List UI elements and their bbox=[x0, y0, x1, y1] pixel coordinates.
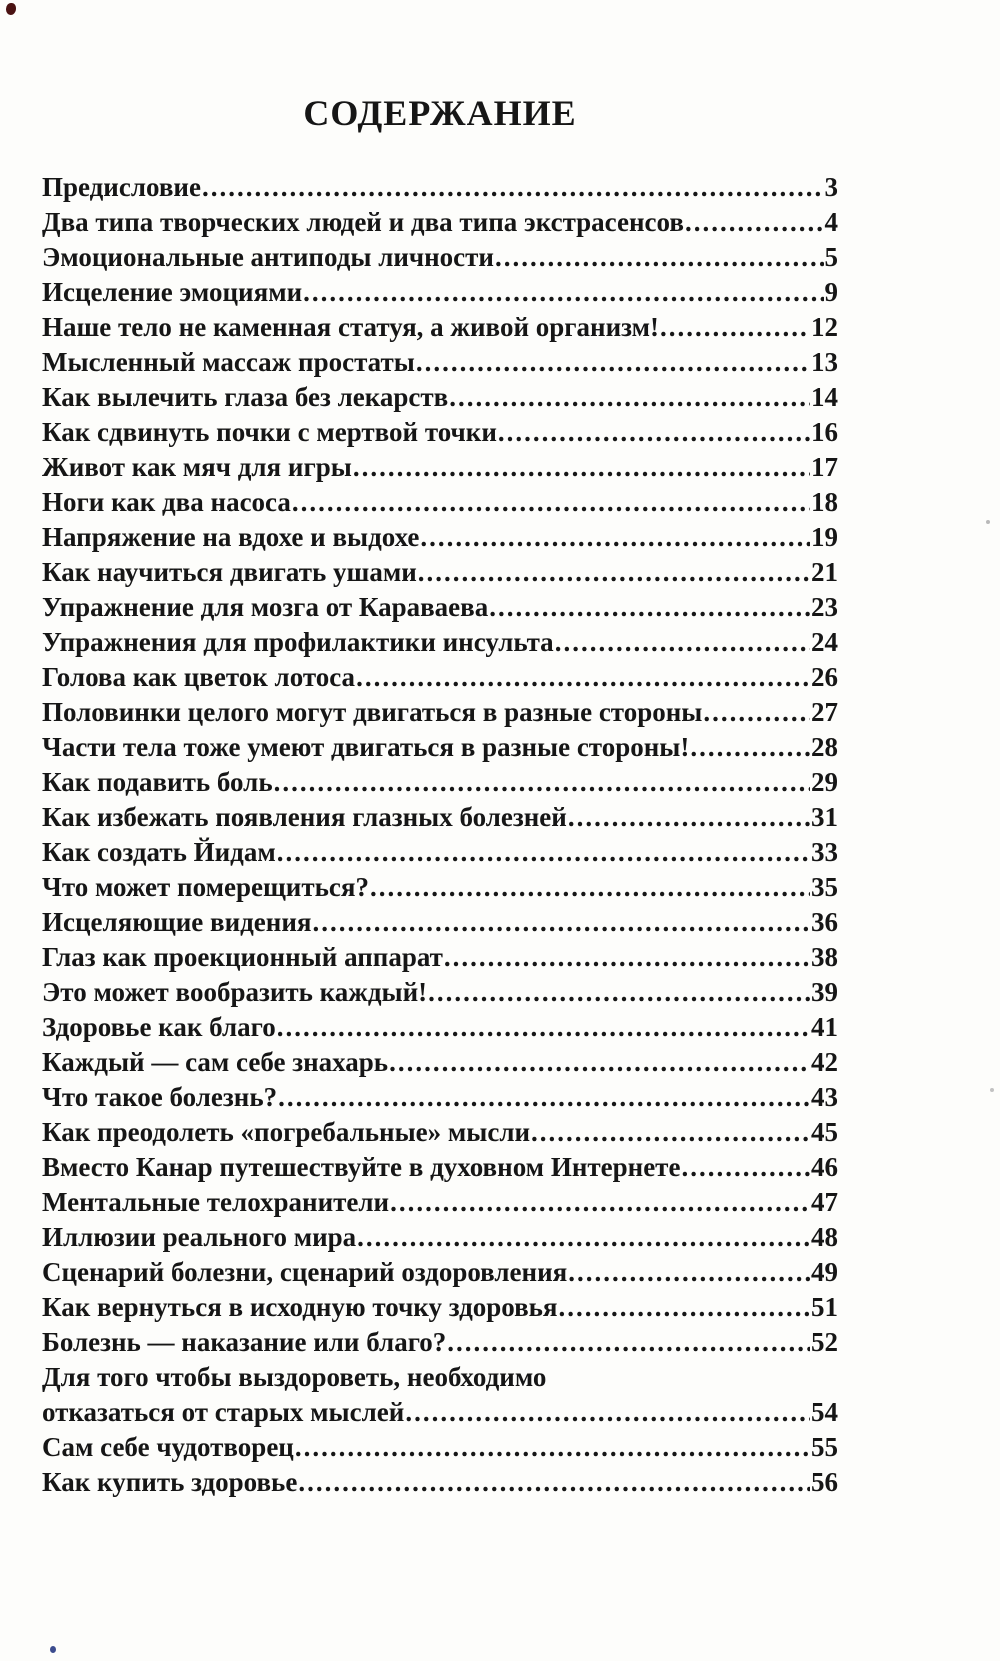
dot-leader bbox=[660, 310, 810, 345]
toc-entry-page: 28 bbox=[811, 732, 838, 762]
toc-entry bbox=[42, 975, 838, 1010]
dot-leader bbox=[278, 1080, 810, 1115]
toc-entry bbox=[42, 765, 838, 800]
toc-entry bbox=[42, 1430, 838, 1465]
toc-entry-page: 23 bbox=[811, 592, 838, 622]
toc-entry-page: 17 bbox=[811, 452, 838, 482]
toc-entry-label: Как сдвинуть почки с мертвой точки bbox=[42, 417, 497, 447]
toc-entry bbox=[42, 555, 838, 590]
dot-leader bbox=[313, 905, 811, 940]
dot-leader bbox=[444, 940, 810, 975]
toc-entry-label: Болезнь — наказание или благо? bbox=[42, 1327, 447, 1357]
toc-entry-page: 9 bbox=[824, 277, 838, 307]
toc-entry-page: 14 bbox=[811, 382, 838, 412]
toc-entry-page: 19 bbox=[811, 522, 838, 552]
dot-leader bbox=[295, 1430, 810, 1465]
toc-entry-label: Ментальные телохранители bbox=[42, 1187, 390, 1217]
toc-entry-label: Как преодолеть «погребальные» мысли bbox=[42, 1117, 531, 1147]
toc-entry-label: Как вернуться в исходную точку здоровья bbox=[42, 1292, 558, 1322]
toc-entry-label: Здоровье как благо bbox=[42, 1012, 276, 1042]
dot-leader bbox=[531, 1115, 810, 1150]
toc-entry bbox=[42, 1255, 838, 1290]
toc-entry-label: Как подавить боль bbox=[42, 767, 273, 797]
toc-entry-page: 12 bbox=[811, 312, 838, 342]
toc-entry bbox=[42, 835, 838, 870]
toc-entry-page: 18 bbox=[811, 487, 838, 517]
dot-leader bbox=[428, 975, 810, 1010]
toc-entry-label: Это может вообразить каждый! bbox=[42, 977, 428, 1007]
dot-leader bbox=[418, 555, 810, 590]
toc-entry-page: 47 bbox=[811, 1187, 838, 1217]
toc-entry-label: Вместо Канар путешествуйте в духовном Интернете bbox=[42, 1152, 681, 1182]
toc-entry bbox=[42, 1185, 838, 1220]
toc-entry-page: 16 bbox=[811, 417, 838, 447]
toc-entry-label: Исцеление эмоциями bbox=[42, 277, 303, 307]
toc-entry bbox=[42, 1010, 838, 1045]
toc-entry bbox=[42, 905, 838, 940]
dot-leader bbox=[685, 205, 824, 240]
toc-content bbox=[42, 92, 838, 1500]
dot-leader bbox=[353, 450, 810, 485]
toc-entry-label: Два типа творческих людей и два типа экстрасенсов bbox=[42, 207, 684, 237]
dot-leader bbox=[568, 1255, 810, 1290]
toc-entry-page: 5 bbox=[824, 242, 838, 272]
dot-leader bbox=[703, 695, 810, 730]
toc-entry-page: 43 bbox=[811, 1082, 838, 1112]
toc-entry-page: 33 bbox=[811, 837, 838, 867]
scan-artifact bbox=[50, 1646, 56, 1653]
toc-entry-page: 13 bbox=[811, 347, 838, 377]
dot-leader bbox=[298, 1465, 810, 1500]
toc-entry bbox=[42, 1045, 838, 1080]
toc-entry-label: Наше тело не каменная статуя, а живой организм! bbox=[42, 312, 660, 342]
scan-artifact bbox=[990, 1088, 994, 1092]
toc-entry-label: Упражнения для профилактики инсульта bbox=[42, 627, 554, 657]
toc-entry bbox=[42, 1325, 838, 1360]
dot-leader bbox=[568, 800, 810, 835]
scan-artifact bbox=[6, 3, 16, 15]
toc-entry-page: 31 bbox=[811, 802, 838, 832]
toc-entry-label: Для того чтобы выздороветь, необходимо bbox=[42, 1362, 547, 1392]
dot-leader bbox=[489, 590, 810, 625]
toc-entry-label: Живот как мяч для игры bbox=[42, 452, 352, 482]
dot-leader bbox=[495, 240, 824, 275]
dot-leader bbox=[405, 1395, 810, 1430]
toc-entry bbox=[42, 1115, 838, 1150]
toc-entry bbox=[42, 1290, 838, 1325]
toc-entry-page: 54 bbox=[811, 1397, 838, 1427]
dot-leader bbox=[420, 520, 810, 555]
dot-leader bbox=[277, 835, 810, 870]
toc-entry bbox=[42, 660, 838, 695]
toc-entry bbox=[42, 1220, 838, 1255]
page-title: СОДЕРЖАНИЕ bbox=[303, 93, 577, 133]
toc-entry-label: Глаз как проекционный аппарат bbox=[42, 942, 443, 972]
scan-artifact bbox=[986, 520, 990, 524]
toc-list bbox=[42, 170, 838, 1500]
toc-entry-label: Части тела тоже умеют двигаться в разные стороны! bbox=[42, 732, 690, 762]
toc-entry-label: Как создать Йидам bbox=[42, 837, 276, 867]
toc-entry-label: Что может померещиться? bbox=[42, 872, 369, 902]
dot-leader bbox=[357, 1220, 810, 1255]
toc-entry-label: Исцеляющие видения bbox=[42, 907, 312, 937]
toc-entry-label: Сам себе чудотворец bbox=[42, 1432, 294, 1462]
toc-entry-page: 52 bbox=[811, 1327, 838, 1357]
toc-entry bbox=[42, 170, 838, 205]
dot-leader bbox=[292, 485, 810, 520]
toc-entry bbox=[42, 240, 838, 275]
toc-entry bbox=[42, 275, 838, 310]
dot-leader bbox=[370, 870, 810, 905]
toc-entry-label: Каждый — сам себе знахарь bbox=[42, 1047, 389, 1077]
toc-entry-page: 39 bbox=[811, 977, 838, 1007]
dot-leader bbox=[277, 1010, 810, 1045]
toc-entry-page: 24 bbox=[811, 627, 838, 657]
toc-entry-label: Сценарий болезни, сценарий оздоровления bbox=[42, 1257, 568, 1287]
toc-entry bbox=[42, 1360, 838, 1395]
dot-leader bbox=[356, 660, 810, 695]
dot-leader bbox=[202, 170, 824, 205]
dot-leader bbox=[303, 275, 823, 310]
toc-entry-page: 49 bbox=[811, 1257, 838, 1287]
toc-entry-page: 48 bbox=[811, 1222, 838, 1252]
toc-entry-label: Как избежать появления глазных болезней bbox=[42, 802, 567, 832]
toc-entry bbox=[42, 415, 838, 450]
toc-entry-page: 42 bbox=[811, 1047, 838, 1077]
toc-entry bbox=[42, 800, 838, 835]
toc-entry-page: 36 bbox=[811, 907, 838, 937]
toc-entry-page: 56 bbox=[811, 1467, 838, 1497]
dot-leader bbox=[559, 1290, 810, 1325]
toc-entry bbox=[42, 310, 838, 345]
toc-entry bbox=[42, 695, 838, 730]
toc-entry bbox=[42, 940, 838, 975]
dot-leader bbox=[389, 1045, 810, 1080]
toc-entry-page: 55 bbox=[811, 1432, 838, 1462]
dot-leader bbox=[449, 380, 810, 415]
toc-entry-label: Мысленный массаж простаты bbox=[42, 347, 415, 377]
toc-entry-label: отказаться от старых мыслей bbox=[42, 1397, 405, 1427]
toc-entry-page: 51 bbox=[811, 1292, 838, 1322]
toc-entry bbox=[42, 870, 838, 905]
toc-entry bbox=[42, 590, 838, 625]
toc-entry-page: 21 bbox=[811, 557, 838, 587]
toc-entry-page: 45 bbox=[811, 1117, 838, 1147]
toc-entry bbox=[42, 625, 838, 660]
toc-entry-label: Предисловие bbox=[42, 172, 201, 202]
dot-leader bbox=[690, 730, 810, 765]
toc-entry-label: Упражнение для мозга от Караваева bbox=[42, 592, 489, 622]
toc-entry-label: Напряжение на вдохе и выдохе bbox=[42, 522, 420, 552]
toc-entry-label: Как вылечить глаза без лекарств bbox=[42, 382, 449, 412]
toc-entry-label: Голова как цветок лотоса bbox=[42, 662, 356, 692]
toc-entry bbox=[42, 345, 838, 380]
dot-leader bbox=[681, 1150, 810, 1185]
toc-entry bbox=[42, 520, 838, 555]
toc-entry-label: Эмоциональные антиподы личности bbox=[42, 242, 494, 272]
toc-entry bbox=[42, 1465, 838, 1500]
dot-leader bbox=[447, 1325, 810, 1360]
toc-entry bbox=[42, 1080, 838, 1115]
toc-entry bbox=[42, 205, 838, 240]
toc-entry-page: 35 bbox=[811, 872, 838, 902]
toc-entry-page: 27 bbox=[811, 697, 838, 727]
toc-entry-page: 38 bbox=[811, 942, 838, 972]
dot-leader bbox=[390, 1185, 810, 1220]
toc-entry-label: Ноги как два насоса bbox=[42, 487, 291, 517]
toc-entry-page: 29 bbox=[811, 767, 838, 797]
toc-entry-label: Как купить здоровье bbox=[42, 1467, 298, 1497]
toc-entry bbox=[42, 485, 838, 520]
toc-entry-page: 3 bbox=[824, 172, 838, 202]
toc-entry bbox=[42, 1150, 838, 1185]
toc-entry-label: Что такое болезнь? bbox=[42, 1082, 278, 1112]
dot-leader bbox=[416, 345, 810, 380]
toc-entry-page: 46 bbox=[811, 1152, 838, 1182]
toc-entry bbox=[42, 380, 838, 415]
toc-entry-page: 41 bbox=[811, 1012, 838, 1042]
toc-entry-page: 4 bbox=[824, 207, 838, 237]
toc-entry bbox=[42, 450, 838, 485]
dot-leader bbox=[274, 765, 810, 800]
toc-entry bbox=[42, 730, 838, 765]
toc-entry-label: Как научиться двигать ушами bbox=[42, 557, 417, 587]
toc-entry-page: 26 bbox=[811, 662, 838, 692]
dot-leader bbox=[498, 415, 810, 450]
toc-entry bbox=[42, 1395, 838, 1430]
toc-entry-label: Половинки целого могут двигаться в разные стороны bbox=[42, 697, 703, 727]
dot-leader bbox=[555, 625, 810, 660]
toc-entry-label: Иллюзии реального мира bbox=[42, 1222, 357, 1252]
